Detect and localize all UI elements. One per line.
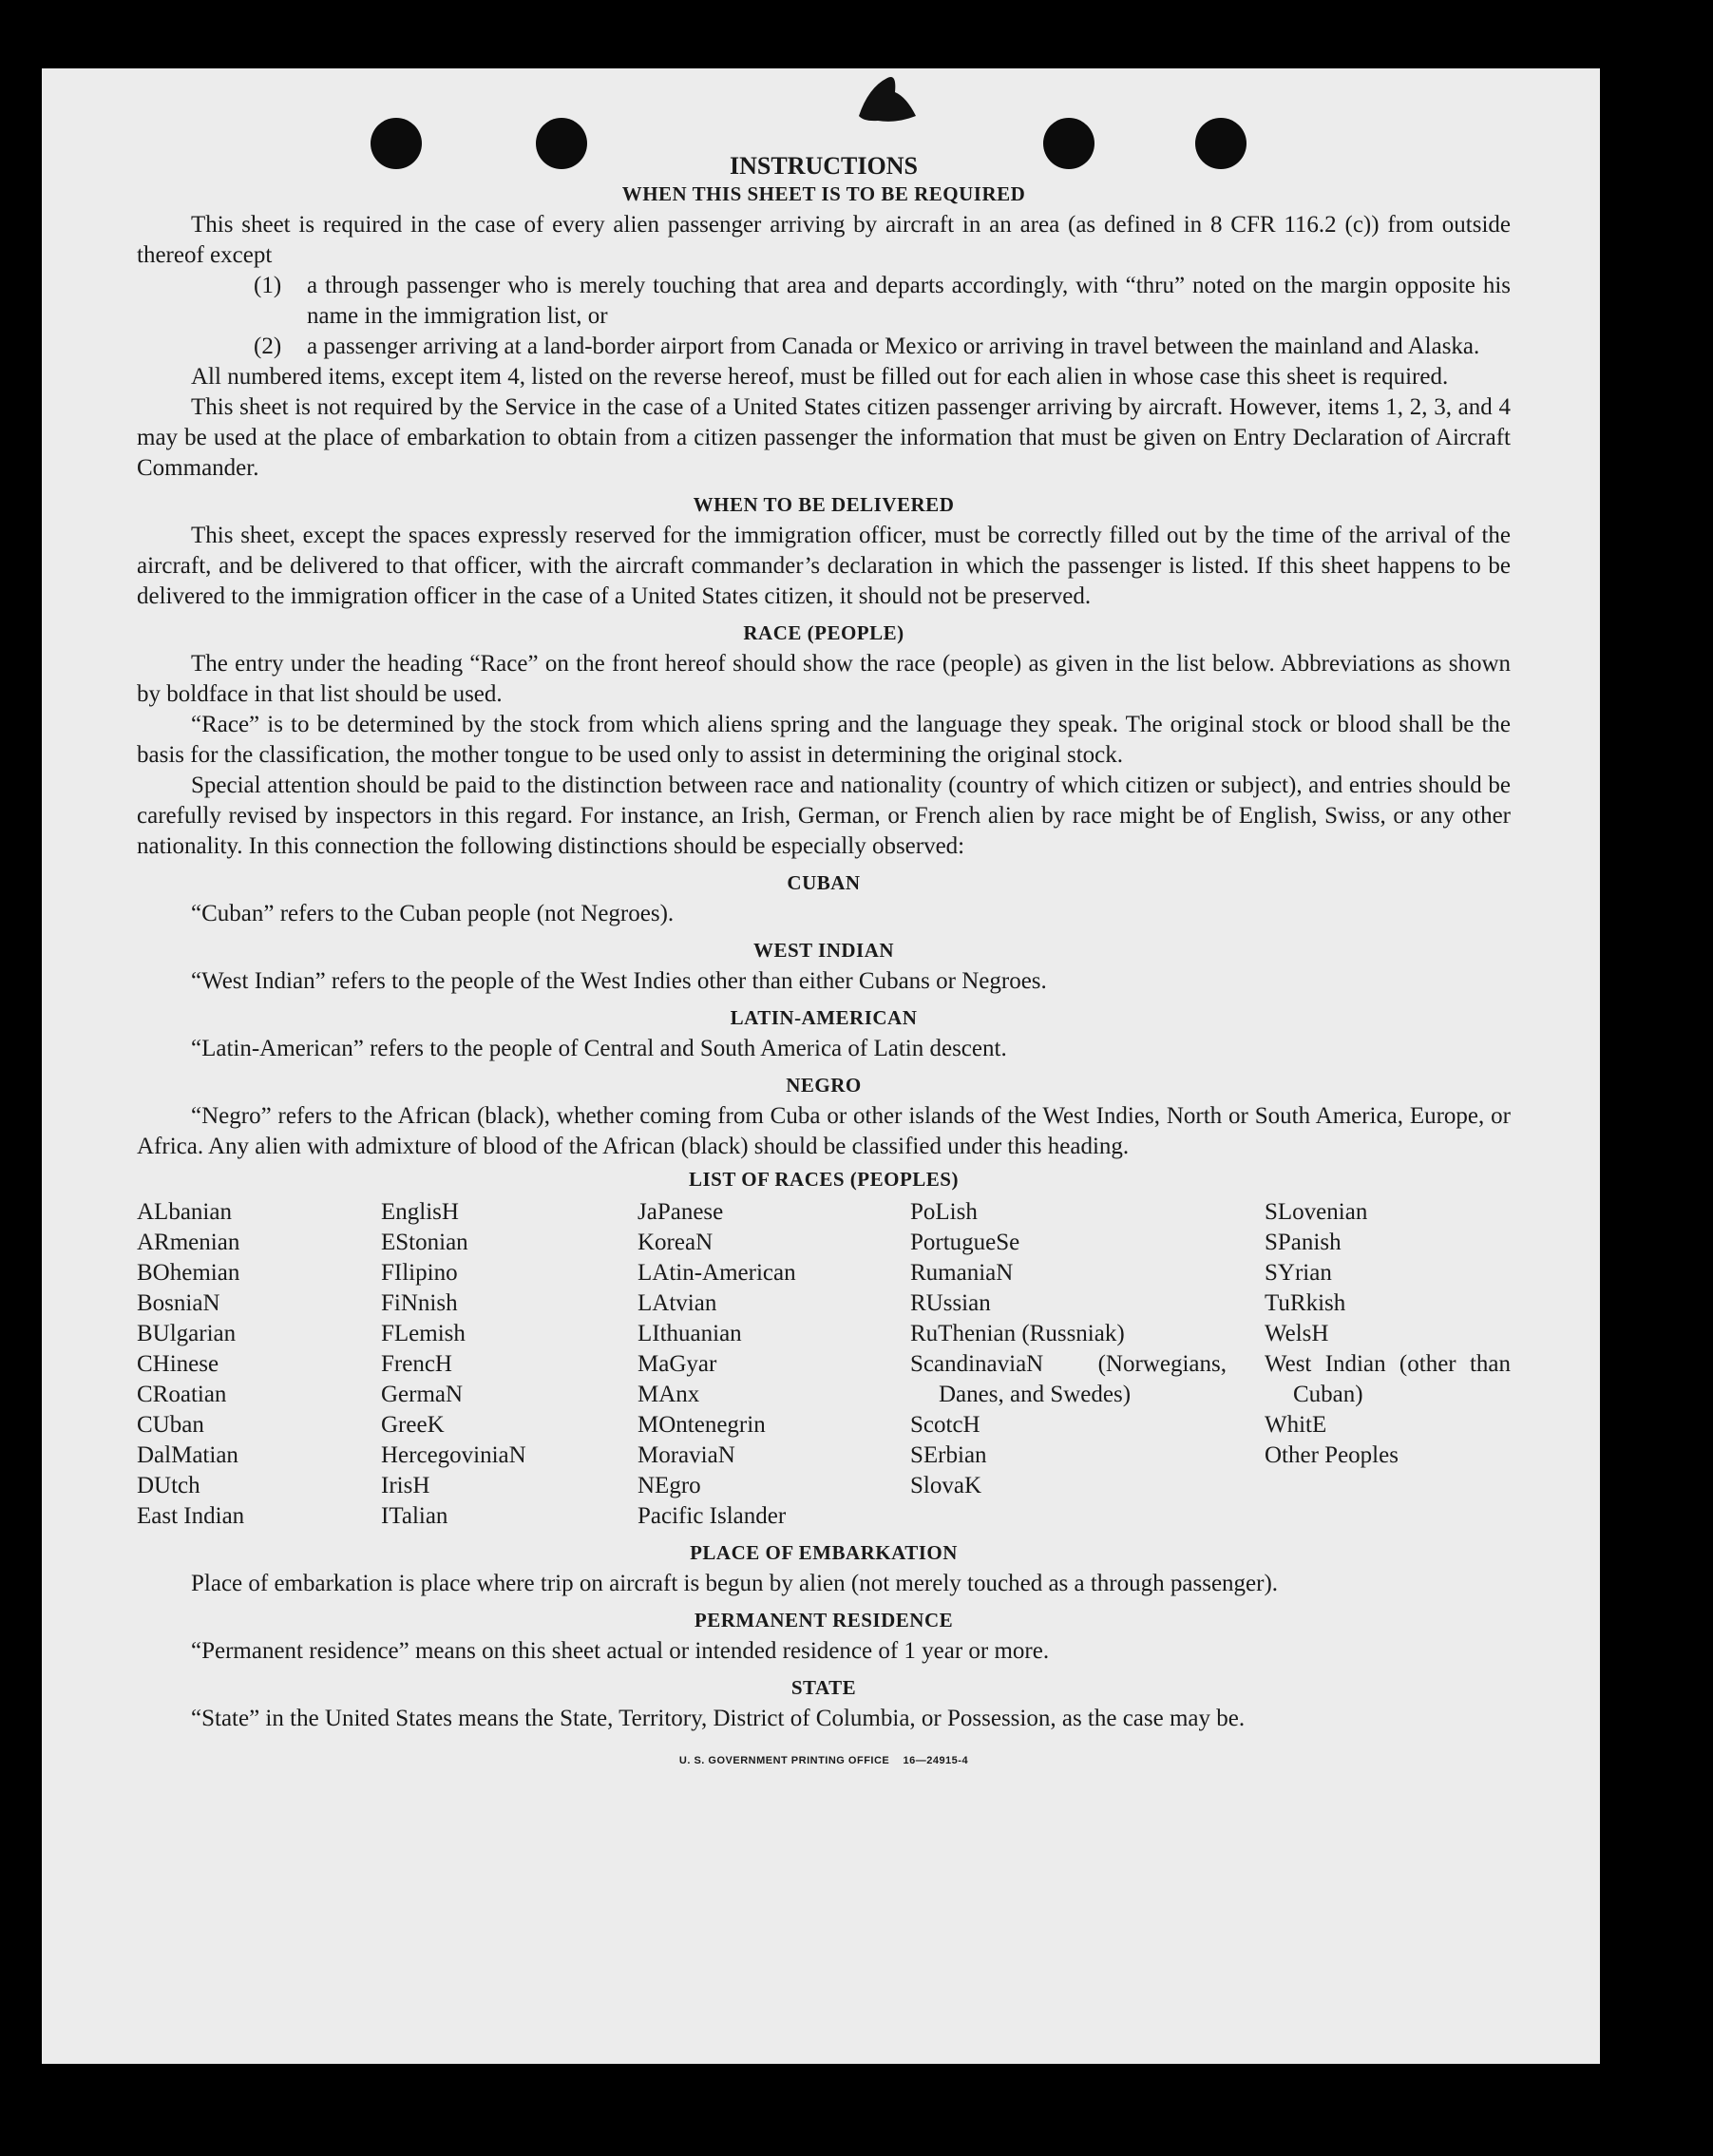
paragraph: This sheet, except the spaces expressly reserved for the immigration officer, must be correctly filled out by the time of the arrival of the aircraft, and be delivered to that officer, with the aircraft commander’s declaration in which the passenger is listed. If this sheet happens to be delivered to the immigration officer in the case of a United States citizen, it should not be preserved. <box>137 523 1511 609</box>
paragraph: The entry under the heading “Race” on the front hereof should show the race (people) as given in the list below. Abbreviations as shown by boldface in that list should be used. <box>137 651 1511 707</box>
race-entry: East Indian <box>137 1503 245 1529</box>
paragraph: This sheet is not required by the Service in the case of a United States citizen passenger arriving by aircraft. However, items 1, 2, 3, and 4 may be used at the place of embarkation to obtain from a citizen passenger the information that must be given on Entry Declaration of Aircraft Commander. <box>137 394 1511 481</box>
section-heading: NEGRO <box>786 1074 862 1097</box>
race-entry: FrencH <box>381 1351 452 1377</box>
race-entry: ITalian <box>381 1503 448 1529</box>
paragraph: This sheet is required in the case of every alien passenger arriving by aircraft in an area (as defined in 8 CFR 116.2 (c)) from outside thereof except <box>137 212 1511 268</box>
race-entry: PoLish <box>910 1199 978 1225</box>
race-entry: MoraviaN <box>638 1442 735 1468</box>
printer-imprint: U. S. GOVERNMENT PRINTING OFFICE 16—24915-4 <box>678 1755 969 1766</box>
race-entry: SPanish <box>1265 1230 1342 1255</box>
race-entry: BUlgarian <box>137 1321 237 1346</box>
race-entry: West Indian (other than Cuban) <box>1265 1351 1511 1407</box>
race-entry: LAtvian <box>638 1290 717 1316</box>
race-entry: ARmenian <box>137 1230 240 1255</box>
paragraph: “Latin-American” refers to the people of Central and South America of Latin descent. <box>191 1036 1007 1061</box>
race-entry: IrisH <box>381 1473 430 1498</box>
races-list <box>137 1197 1511 1532</box>
section-heading: RACE (PEOPLE) <box>743 621 904 644</box>
section-heading: WHEN TO BE DELIVERED <box>693 493 955 516</box>
section-heading: PLACE OF EMBARKATION <box>690 1541 958 1564</box>
race-entry: FiNnish <box>381 1290 458 1316</box>
race-entry: SErbian <box>910 1442 987 1468</box>
race-entry: WelsH <box>1265 1321 1329 1346</box>
races-column <box>137 1197 381 1532</box>
race-entry: MOntenegrin <box>638 1412 766 1438</box>
race-entry: CHinese <box>137 1351 219 1377</box>
race-entry: NEgro <box>638 1473 701 1498</box>
paragraph: “West Indian” refers to the people of the West Indies other than either Cubans or Negroes. <box>191 968 1047 994</box>
list-item: (1) a through passenger who is merely touching that area and departs accordingly, with “thru” noted on the margin opposite his name in the immigration list, or <box>254 273 1511 329</box>
race-entry: SlovaK <box>910 1473 981 1498</box>
race-entry: SYrian <box>1265 1260 1332 1286</box>
race-entry: LIthuanian <box>638 1321 742 1346</box>
race-entry: GermaN <box>381 1382 464 1407</box>
race-entry: TuRkish <box>1265 1290 1346 1316</box>
race-entry: ALbanian <box>137 1199 232 1225</box>
race-entry: EnglisH <box>381 1199 459 1225</box>
race-entry: JaPanese <box>638 1199 724 1225</box>
races-column <box>1265 1197 1511 1532</box>
race-entry: HercegoviniaN <box>381 1442 526 1468</box>
document-sheet <box>42 68 1600 2064</box>
race-entry: EStonian <box>381 1230 468 1255</box>
section-heading: LATIN-AMERICAN <box>730 1006 918 1029</box>
section-heading: WHEN THIS SHEET IS TO BE REQUIRED <box>621 182 1026 205</box>
section-heading: STATE <box>790 1676 857 1699</box>
section-heading: WEST INDIAN <box>752 939 895 962</box>
race-entry: BosniaN <box>137 1290 220 1316</box>
race-entry: Pacific Islander <box>638 1503 787 1529</box>
race-entry: FLemish <box>381 1321 466 1346</box>
paragraph: “Race” is to be determined by the stock from which aliens spring and the language they speak. The original stock or blood shall be the basis for the classification, the mother tongue to be used only to assist in determining the original stock. <box>137 712 1511 768</box>
page-title: INSTRUCTIONS <box>730 152 918 180</box>
race-entry: Other Peoples <box>1265 1442 1399 1468</box>
race-entry: DalMatian <box>137 1442 238 1468</box>
paragraph: “Permanent residence” means on this sheet actual or intended residence of 1 year or more. <box>191 1638 1050 1664</box>
race-entry: MaGyar <box>638 1351 717 1377</box>
races-heading: LIST OF RACES (PEOPLES) <box>689 1168 959 1191</box>
races-column <box>638 1197 910 1532</box>
paragraph: “Cuban” refers to the Cuban people (not Negroes). <box>191 901 675 926</box>
races-column <box>910 1197 1265 1532</box>
race-entry: DUtch <box>137 1473 200 1498</box>
race-entry: ScotcH <box>910 1412 980 1438</box>
paragraph: “State” in the United States means the State, Territory, District of Columbia, or Possession, as the case may be. <box>191 1706 1246 1731</box>
paragraph: “Negro” refers to the African (black), whether coming from Cuba or other islands of the West Indies, North or South America, Europe, or Africa. Any alien with admixture of blood of the African (black) should be classified under this heading. <box>137 1103 1511 1159</box>
paragraph: Special attention should be paid to the distinction between race and nationality (country of which citizen or subject), and entries should be carefully revised by inspectors in this regard. For instance, an Irish, German, or French alien by race might be of English, Swiss, or any other nationality. In this connection the following distinctions should be especially observed: <box>137 773 1511 859</box>
section-heading: PERMANENT RESIDENCE <box>694 1609 954 1631</box>
instructions-content <box>137 152 1511 1766</box>
race-entry: FIlipino <box>381 1260 458 1286</box>
race-entry: CUban <box>137 1412 204 1438</box>
race-entry: SLovenian <box>1265 1199 1368 1225</box>
race-entry: KoreaN <box>638 1230 714 1255</box>
race-entry: MAnx <box>638 1382 700 1407</box>
race-entry: RuThenian (Russniak) <box>910 1321 1125 1346</box>
section-heading: CUBAN <box>787 871 861 894</box>
ink-smudge <box>840 68 925 125</box>
races-column <box>381 1197 638 1532</box>
race-entry: RUssian <box>910 1290 991 1316</box>
paragraph: All numbered items, except item 4, listed on the reverse hereof, must be filled out for each alien in whose case this sheet is required. <box>191 364 1449 390</box>
race-entry: PortugueSe <box>910 1230 1020 1255</box>
race-entry: BOhemian <box>137 1260 240 1286</box>
race-entry: RumaniaN <box>910 1260 1014 1286</box>
race-entry: GreeK <box>381 1412 445 1438</box>
race-entry: WhitE <box>1265 1412 1327 1438</box>
paragraph: Place of embarkation is place where trip on aircraft is begun by alien (not merely touched as a through passenger). <box>191 1571 1279 1596</box>
list-item: (2) a passenger arriving at a land-border airport from Canada or Mexico or arriving in travel between the mainland and Alaska. <box>254 334 1480 359</box>
race-entry: ScandinaviaN (Norwegians, Danes, and Swedes) <box>910 1351 1227 1407</box>
race-entry: LAtin-American <box>638 1260 796 1286</box>
race-entry: CRoatian <box>137 1382 227 1407</box>
